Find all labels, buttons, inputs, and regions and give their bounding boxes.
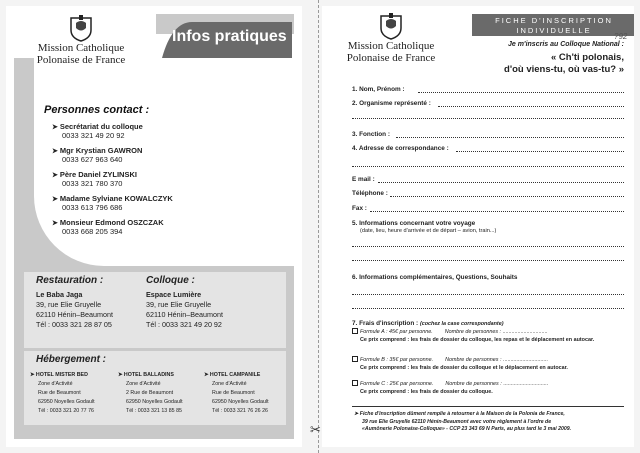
formula-b[interactable]: Formule B : 35€ par personne. Nombre de personnes : .............................. Ce prix comprend : les frais de dossier du colloque et le déplacement en autocar.: [352, 356, 568, 372]
hotel-street: Rue de Beaumont: [212, 390, 255, 396]
address-line-2[interactable]: [352, 166, 624, 167]
hotel-street: 2 Rue de Beaumont: [126, 390, 174, 396]
venue-street: 39, rue Elie Gruyelle: [146, 300, 212, 309]
hotel-zone: Zone d'Activité: [126, 381, 161, 387]
restauration-column: [36, 276, 146, 330]
contact-item: [44, 170, 274, 188]
formula-a-desc: Ce prix comprend : les frais de dossier du colloque, les repas et le déplacement en autocar.: [360, 337, 595, 343]
restaurant-street: 39, rue Elie Gruyelle: [36, 300, 102, 309]
address-label: 4. Adresse de correspondance :: [352, 145, 449, 152]
email-label: E mail :: [352, 176, 375, 183]
restauration-box: [24, 272, 286, 348]
return-line1: ➤ Fiche d'inscription dûment remplie à retourner à la Maison de la Polonia de France,: [354, 411, 565, 417]
right-page: [322, 6, 634, 447]
hotel-tel: Tél : 0033 321 20 77 76: [38, 408, 94, 414]
function-field[interactable]: [352, 131, 390, 138]
org-name-line1: Mission Catholique: [37, 42, 125, 54]
formula-c[interactable]: Formule C : 25€ par personne. Nombre de personnes : .............................. Ce prix comprend : les frais de dossier du colloque.: [352, 380, 548, 396]
logo-block: [26, 14, 136, 66]
contact-item: [44, 218, 274, 236]
hotel-item: [118, 371, 183, 416]
arrow-icon: ➤: [204, 372, 210, 378]
fax-label: Fax :: [352, 205, 367, 212]
extra-info-line-2[interactable]: [352, 308, 624, 309]
formula-b-desc: Ce prix comprend : les frais de dossier du colloque et le déplacement en autocar.: [360, 365, 568, 371]
formula-b-label: Formule B : 35€ par personne.: [360, 357, 434, 363]
arrow-icon: ➤: [30, 372, 36, 378]
email-field[interactable]: [352, 176, 375, 183]
arrow-icon: ➤: [52, 148, 58, 155]
crest-logo-icon: [378, 12, 404, 40]
hotel-city: 62950 Noyelles Godault: [38, 399, 95, 405]
formula-a[interactable]: Formule A : 45€ par personne. Nombre de personnes : .............................. Ce prix comprend : les frais de dossier du colloque, les repas et le déplacement en autocar.: [352, 328, 594, 344]
page-number: ?92: [614, 32, 628, 41]
arrow-icon: ➤: [52, 220, 58, 227]
hotel-name: HOTEL CAMPANILE: [209, 372, 261, 378]
contacts-section: [44, 104, 274, 236]
hotel-zone: Zone d'Activité: [212, 381, 247, 387]
formula-c-checkbox[interactable]: [352, 380, 358, 386]
function-label: 3. Fonction :: [352, 131, 390, 138]
contact-name: Secrétariat du colloque: [59, 122, 143, 131]
slogan-line2: d'où viens-tu, où vas-tu? »: [504, 64, 624, 75]
phone-label: Téléphone :: [352, 190, 388, 197]
org-name-line2: Polonaise de France: [346, 52, 436, 64]
venue-tel: Tél : 0033 321 49 20 92: [146, 320, 222, 329]
travel-line-1[interactable]: [352, 246, 624, 247]
contacts-heading: Personnes contact :: [44, 104, 150, 116]
hotel-tel: Tél : 0033 321 13 85 85: [126, 408, 182, 414]
hotel-name: HOTEL BALLADINS: [123, 372, 174, 378]
travel-note: (date, lieu, heure d'arrivée et de départ – avion, train...): [360, 228, 497, 234]
scissors-icon: ✂: [310, 422, 321, 437]
fees-field: [352, 320, 504, 327]
hotel-street: Rue de Beaumont: [38, 390, 81, 396]
fees-note: (cochez la case correspondante): [419, 321, 504, 327]
contact-name: Madame Sylviane KOWALCZYK: [59, 194, 173, 203]
slogan-line1: « Ch'ti polonais,: [551, 52, 624, 63]
formula-a-label: Formule A : 45€ par personne.: [360, 329, 433, 335]
extra-info-line-1[interactable]: [352, 294, 624, 295]
contact-item: [44, 122, 274, 140]
return-line3: «Aumônerie Polonaise-Colloque» - CCP 23 343 69 N Paris, au plus tard le 3 mai 2009.: [362, 426, 572, 432]
arrow-icon: ➤: [52, 124, 58, 131]
formula-b-persons: Nombre de personnes :: [445, 357, 502, 363]
hotel-city: 62950 Noyelles Godault: [212, 399, 269, 405]
phone-field[interactable]: [352, 190, 388, 197]
travel-line-2[interactable]: [352, 260, 624, 261]
hotel-zone: Zone d'Activité: [38, 381, 73, 387]
formula-a-checkbox[interactable]: [352, 328, 358, 334]
contact-name: Père Daniel ZYLINSKI: [59, 170, 137, 179]
org-name-line2: Polonaise de France: [36, 54, 126, 66]
contact-phone: 0033 668 205 394: [62, 227, 123, 236]
hebergement-heading: Hébergement :: [36, 354, 107, 365]
hotel-city: 62950 Noyelles Godault: [126, 399, 183, 405]
hotel-name: HOTEL MISTER BED: [35, 372, 88, 378]
formula-a-persons: Nombre de personnes :: [444, 329, 502, 335]
slogan: [442, 52, 624, 76]
contact-phone: 0033 321 49 20 92: [62, 131, 125, 140]
restauration-heading: Restauration :: [36, 275, 104, 286]
organisation-line-2[interactable]: [352, 118, 624, 119]
address-line[interactable]: [456, 151, 624, 152]
email-line[interactable]: [378, 182, 624, 183]
left-page: [6, 6, 302, 447]
travel-label: 5. Informations concernant votre voyage: [352, 220, 476, 227]
org-name-line1: Mission Catholique: [347, 40, 435, 52]
name-field[interactable]: [352, 86, 405, 93]
arrow-icon: ➤: [118, 372, 124, 378]
intro-text: Je m'inscris au Colloque National :: [507, 41, 624, 48]
formula-c-desc: Ce prix comprend : les frais de dossier du colloque.: [360, 389, 493, 395]
contact-name: Monsieur Edmond OSZCZAK: [59, 218, 164, 227]
contact-item: [44, 194, 274, 212]
arrow-icon: ➤: [52, 196, 58, 203]
return-line2: 39 rue Elie Gruyelle 62110 Hénin-Beaumont avec votre règlement à l'ordre de: [362, 418, 552, 425]
travel-field: [352, 220, 475, 227]
crest-logo-icon: [68, 14, 94, 42]
venue-city: 62110 Hénin–Beaumont: [146, 310, 223, 319]
hotel-tel: Tél : 0033 321 76 26 26: [212, 408, 268, 414]
contact-phone: 0033 627 963 640: [62, 155, 123, 164]
organisation-field[interactable]: [352, 100, 431, 107]
contact-phone: 0033 613 796 686: [62, 203, 123, 212]
page-title: Infos pratiques: [172, 28, 287, 45]
name-line[interactable]: [418, 92, 624, 93]
formula-c-persons: Nombre de personnes :: [445, 381, 502, 387]
hebergement-column: [36, 355, 106, 369]
logo-block: [336, 12, 446, 64]
return-instructions: [354, 411, 624, 434]
organisation-label: 2. Organisme représenté :: [352, 100, 431, 107]
colloque-column: [146, 276, 276, 330]
hotel-item: [204, 371, 269, 416]
extra-info-field: [352, 274, 517, 281]
contact-item: [44, 146, 274, 164]
form-title: [474, 16, 634, 35]
form-title-line1: FICHE D'INSCRIPTION: [495, 16, 613, 25]
form-title-line2: INDIVIDUELLE: [516, 25, 592, 35]
phone-line[interactable]: [390, 196, 624, 197]
contact-name: Mgr Krystian GAWRON: [59, 146, 143, 155]
fax-line[interactable]: [370, 211, 624, 212]
divider: [352, 406, 624, 407]
fees-label: 7. Frais d'inscription :: [352, 320, 419, 327]
fold-line: [318, 0, 320, 453]
restaurant-city: 62110 Hénin–Beaumont: [36, 310, 113, 319]
arrow-icon: ➤: [52, 172, 58, 179]
fax-field[interactable]: [352, 205, 367, 212]
restaurant-name: Le Baba Jaga: [36, 290, 83, 299]
contact-phone: 0033 321 780 370: [62, 179, 123, 188]
organisation-line[interactable]: [438, 106, 624, 107]
restaurant-tel: Tél : 0033 321 28 87 05: [36, 320, 112, 329]
address-field[interactable]: [352, 145, 449, 152]
name-label: 1. Nom, Prénom :: [352, 86, 405, 93]
formula-c-label: Formule C : 25€ par personne.: [360, 381, 434, 387]
extra-info-label: 6. Informations complémentaires, Questions, Souhaits: [352, 274, 518, 281]
function-line[interactable]: [396, 137, 624, 138]
hebergement-box: [24, 351, 286, 425]
colloque-heading: Colloque :: [146, 275, 195, 286]
hotel-item: [30, 371, 95, 416]
formula-b-checkbox[interactable]: [352, 356, 358, 362]
venue-name: Espace Lumière: [146, 290, 202, 299]
